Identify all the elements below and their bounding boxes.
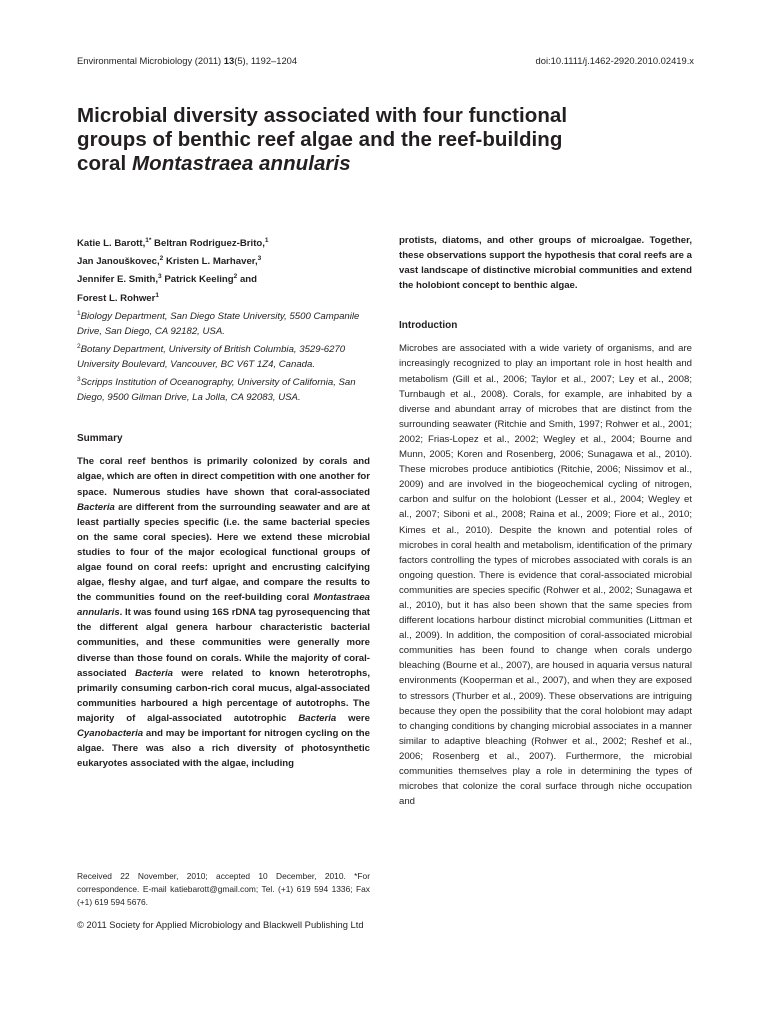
summary-continued: protists, diatoms, and other groups of microalgae. Together, these observations support the hypothesis that coral reefs are a vast landscape of distinctive microbial communities and extend the holobiont concept to benthic algae. — [399, 235, 692, 292]
article-title: Microbial diversity associated with four functional groups of benthic reef algae and the reef-building coral Montastraea annularis — [77, 104, 568, 175]
volume: 13 — [223, 55, 235, 66]
introduction-heading: Introduction — [399, 320, 458, 332]
summary-heading: Summary — [77, 433, 123, 445]
right-column — [399, 233, 692, 809]
affiliations — [77, 306, 370, 406]
affiliation-3: $^3$Scripps Institution of Oceanography, University of California, San Diego, 9500 Gilman Drive, La Jolla, CA 92083, USA. — [77, 376, 356, 404]
left-column — [77, 233, 370, 771]
species-name: Montastraea annularis — [132, 152, 351, 175]
received-footnote: Received 22 November, 2010; accepted 10 December, 2010. *For correspondence. E-mail katiebarott@gmail.com; Tel. (+1) 619 594 1336; Fax (+1) 619 594 5676. — [77, 871, 370, 907]
author-list: Katie L. Barott,$^{1*}$ Beltran Rodriguez-Brito,$^1$ Jan Janouškovec,$^2$ Kristen L. Marhaver,$^3$ Jennifer E. Smith,$^3$ Patrick Keeling$^2$ and Forest L. Rohwer$^1$ — [77, 237, 269, 304]
affiliation-2: $^2$Botany Department, University of British Columbia, 3529-6270 University Boulevard, Vancouver, BC V6T 1Z4, Canada. — [77, 342, 346, 371]
journal-citation: Environmental Microbiology (2011) 13(5), 1192–1204 — [77, 55, 298, 66]
copyright-line: © 2011 Society for Applied Microbiology and Blackwell Publishing Ltd — [77, 919, 364, 930]
summary-text: The coral reef benthos is primarily colonized by corals and algae, which are often in direct competition with one another for space. Numerous studies have shown that coral-associated Bacteria are different from the surrounding seawater and are at least partially species specific (i.e. the same bacterial species on the same coral species). Here we extend these microbial studies to four of the major ecological functional groups of algae found on coral reefs: upright and encrusting calcifying algae, fleshy algae, and turf algae, and compare the results to the communities found on the reef-building coral Montastraea annularis. It was found using 16S rDNA tag pyrosequencing that the different algal genera harbour characteristic bacterial communities, and these communities were generally more diverse than those found on corals. While the majority of coral-associated Bacteria were related to known heterotrophs, primarily consuming carbon-rich coral mucus, algal-associated communities harboured a high percentage of autotrophs. The majority of algal-associated autotrophic Bacteria were Cyanobacteria and may be important for nitrogen cycling on the algae. There was also a rich diversity of photosynthetic eukaryotes associated with the algae, including — [77, 456, 371, 770]
introduction-text: Microbes are associated with a wide variety of organisms, and are increasingly recognized to play an important role in host health and metabolism (Gill et al., 2006; Taylor et al., 2007; Ley et al., 2008; Turnbaugh et al., 2008). Corals, for example, are inhabited by a diverse and abundant array of microbes that are distinct from the surrounding seawater (Ritchie and Smith, 1997; Rohwer et al., 2001; 2002; Frias-Lopez et al., 2002; Wegley et al., 2004; Bourne and Munn, 2005; Koren and Rosenberg, 2006; Sunagawa et al., 2010). These microbes produce antibiotics (Ritchie, 2006; Nissimov et al., 2009) and are involved in the biogeochemical cycling of nitrogen, carbon and sulfur on the holobiont (Lesser et al., 2004; Wegley et al., 2007; Siboni et al., 2008; Raina et al., 2009; Fiore et al., 2010; Kimes et al., 2010). Despite the known and potential roles of microbes in coral health and metabolism, identification of the primary factors controlling the types of microbes associated with corals is an ongoing question. There is evidence that coral-associated microbial communities are species specific (Rohwer et al., 2002; Sunagawa et al., 2010), but it has also been shown that the same species from different locations harbour distinct microbial communities (Littman et al., 2009). In addition, the composition of coral-associated microbial communities has been found to change when corals undergo bleaching (Bourne et al., 2007), are housed in aquaria versus natural environments (Kooperman et al., 2007), and when they are exposed to stressors (Thurber et al., 2009). These observations are intriguing because they open the possibility that the coral holobiont may adapt to changing conditions by changing microbial associates in a manner similar to adaptive bleaching (Rohwer et al., 2002; Reshef et al., 2006; Rosenberg et al., 2007). Furthermore, the microbial communities themselves play a role in determining the types of microbes that colonize the coral surface through niche occupation and — [399, 343, 692, 808]
doi: doi:10.1111/j.1462-2920.2010.02419.x — [535, 55, 694, 66]
affiliation-1: $^1$Biology Department, San Diego State University, 5500 Campanile Drive, San Diego, CA 92182, USA. — [77, 309, 360, 337]
running-header — [77, 55, 694, 69]
